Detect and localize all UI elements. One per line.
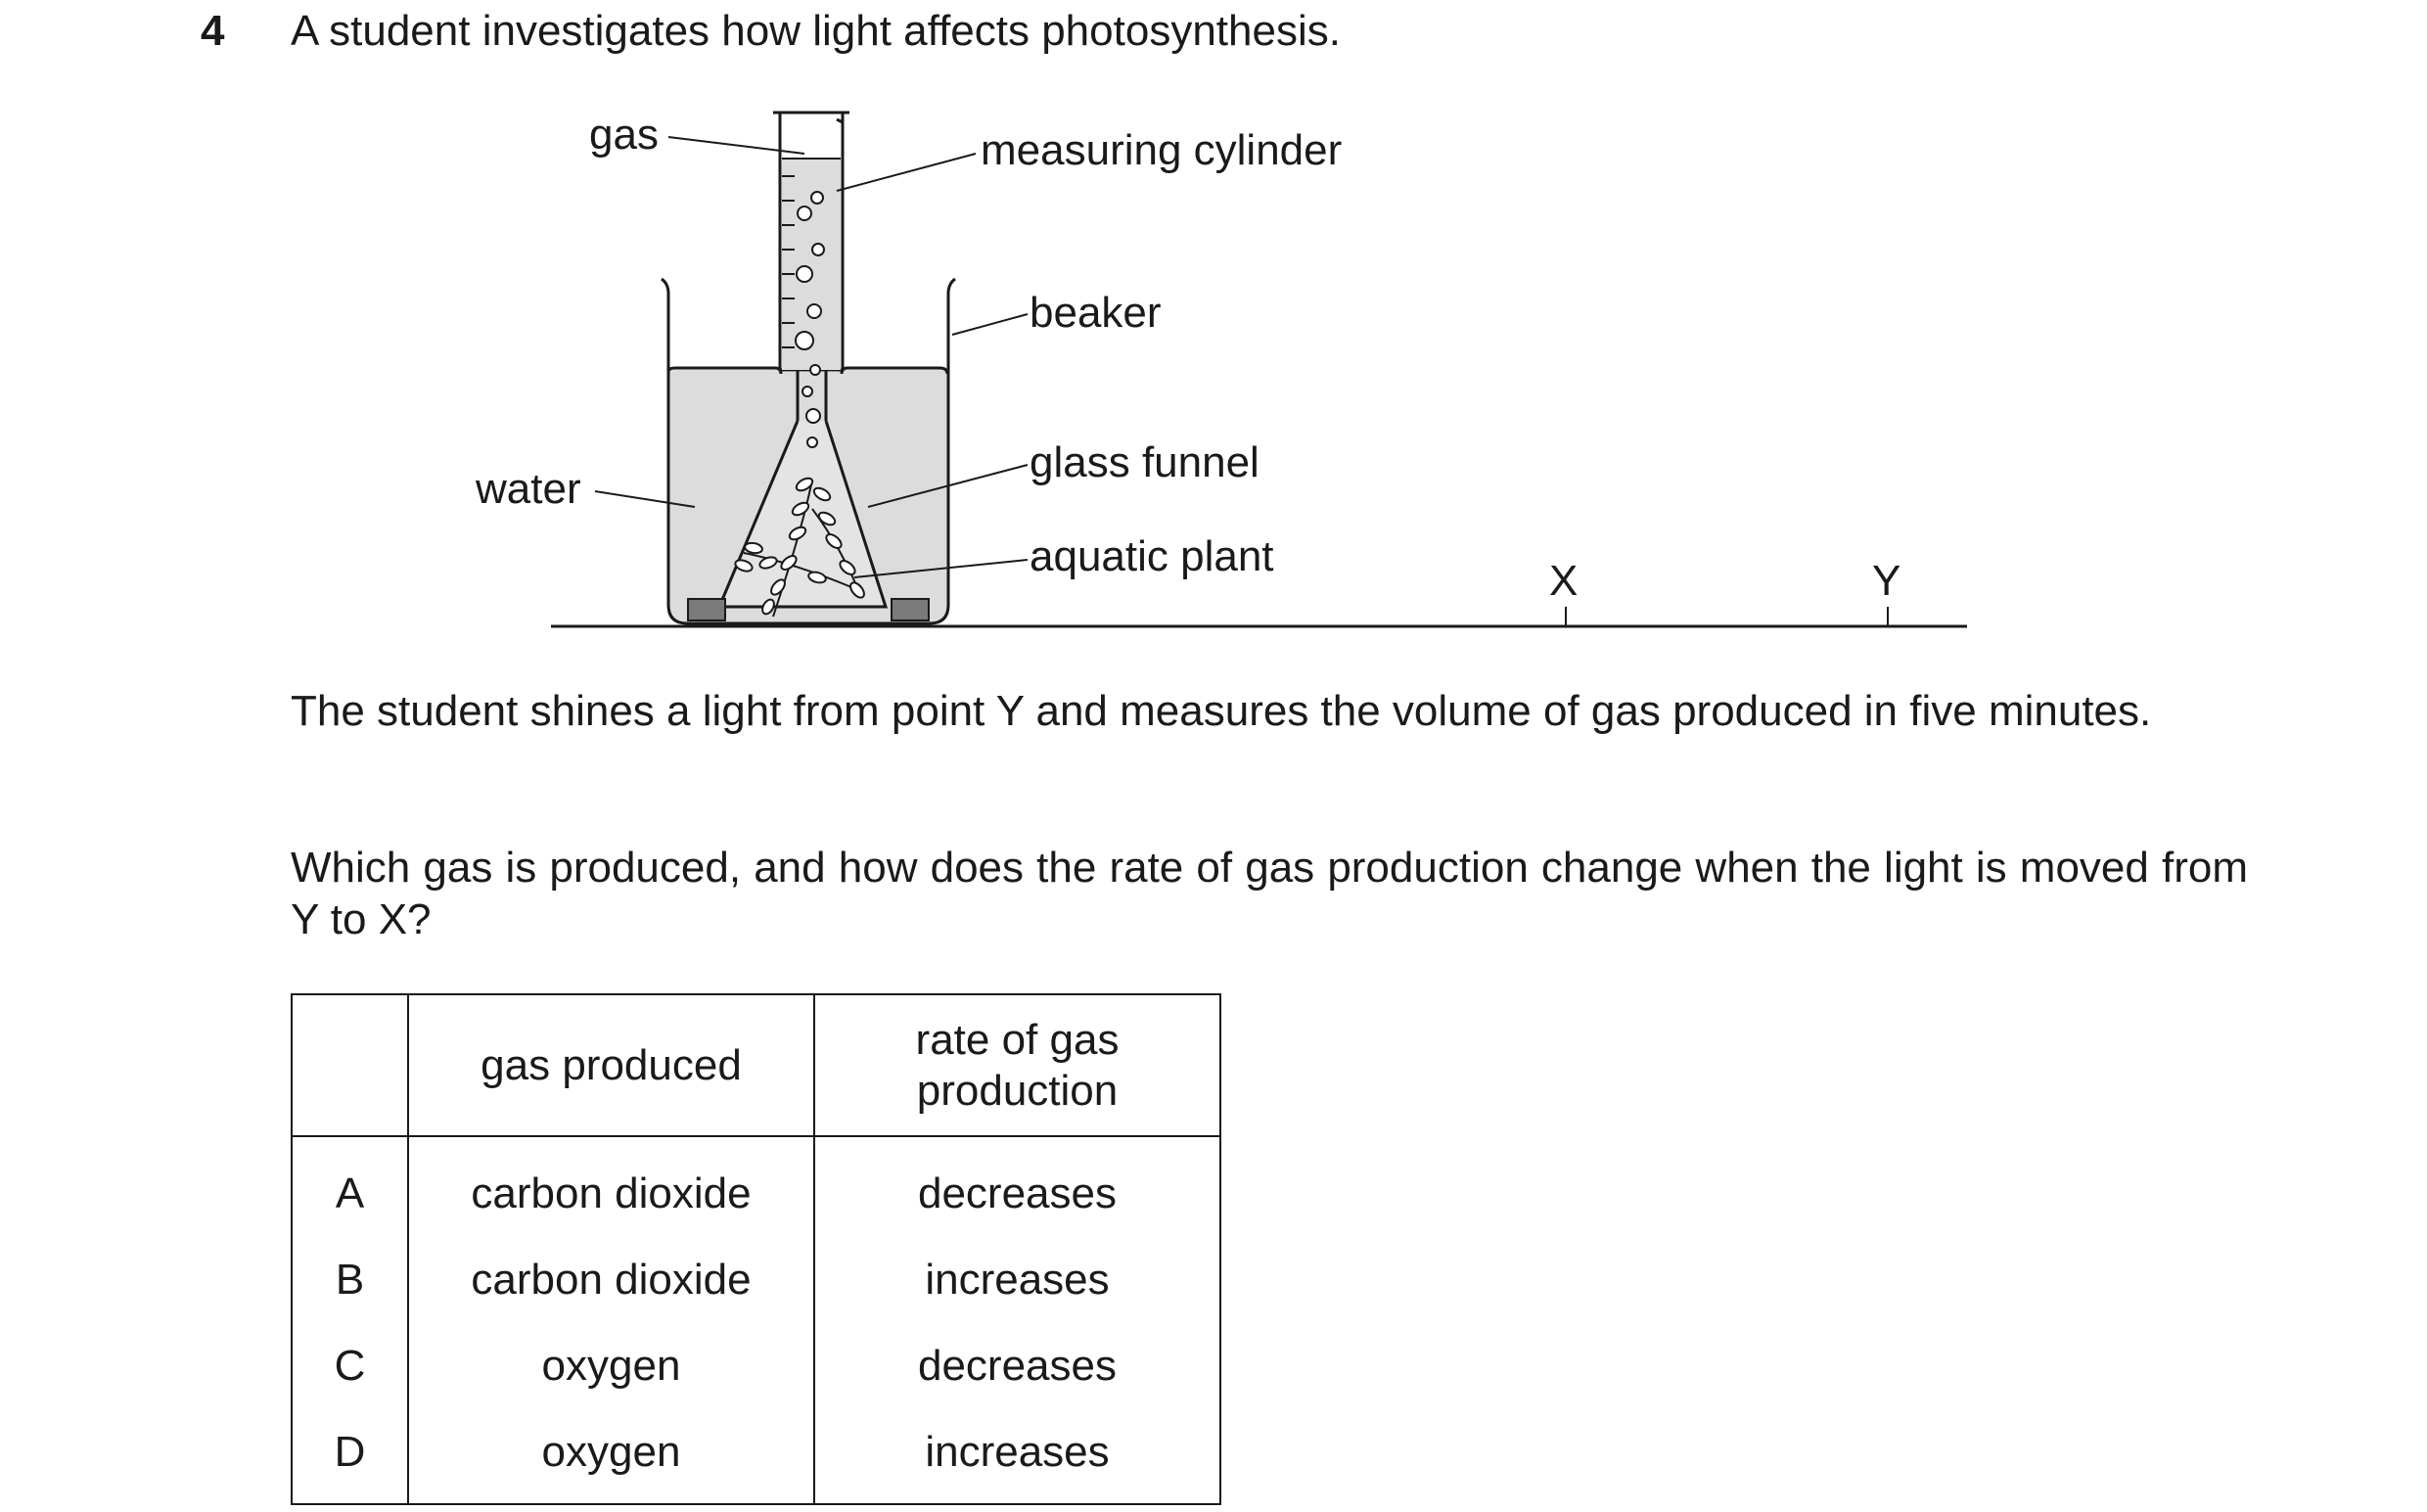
- header-rate-line2: production: [916, 1066, 1119, 1115]
- label-measuring-cylinder: measuring cylinder: [981, 126, 1343, 174]
- answer-options-table: [291, 993, 1221, 1505]
- label-point-y: Y: [1872, 557, 1901, 605]
- option-rate: decreases: [814, 1323, 1220, 1409]
- label-point-x: X: [1549, 557, 1579, 605]
- header-gas-produced: gas produced: [408, 994, 814, 1136]
- option-gas: oxygen: [408, 1323, 814, 1409]
- table-row[interactable]: [292, 1323, 1220, 1409]
- question-paragraph-1: The student shines a light from point Y and measures the volume of gas produced in five minutes.: [291, 687, 2152, 735]
- table-row[interactable]: [292, 1237, 1220, 1323]
- apparatus-diagram: [0, 0, 2427, 675]
- option-letter: D: [292, 1409, 408, 1504]
- table-row[interactable]: [292, 1136, 1220, 1237]
- header-rate: [814, 994, 1220, 1136]
- option-gas: oxygen: [408, 1409, 814, 1504]
- funnel-foot-left: [688, 599, 725, 620]
- label-glass-funnel: glass funnel: [1030, 438, 1259, 486]
- option-letter: A: [292, 1136, 408, 1237]
- header-rate-line1: rate of gas: [915, 1015, 1120, 1064]
- option-gas: carbon dioxide: [408, 1136, 814, 1237]
- option-letter: B: [292, 1237, 408, 1323]
- label-beaker: beaker: [1030, 289, 1162, 337]
- question-paragraph-2: Which gas is produced, and how does the rate of gas production change when the light is moved from Y to X?: [291, 844, 2248, 943]
- option-letter: C: [292, 1323, 408, 1409]
- label-aquatic-plant: aquatic plant: [1030, 532, 1274, 580]
- question-stem: A student investigates how light affects photosynthesis.: [291, 7, 1341, 55]
- table-row[interactable]: [292, 1409, 1220, 1504]
- table-header-row: [292, 994, 1220, 1136]
- label-gas: gas: [589, 111, 659, 159]
- label-water: water: [476, 465, 581, 513]
- header-letter: [292, 994, 408, 1136]
- option-rate: increases: [814, 1409, 1220, 1504]
- option-gas: carbon dioxide: [408, 1237, 814, 1323]
- option-rate: decreases: [814, 1136, 1220, 1237]
- question-number: 4: [201, 7, 225, 55]
- funnel-foot-right: [892, 599, 929, 620]
- option-rate: increases: [814, 1237, 1220, 1323]
